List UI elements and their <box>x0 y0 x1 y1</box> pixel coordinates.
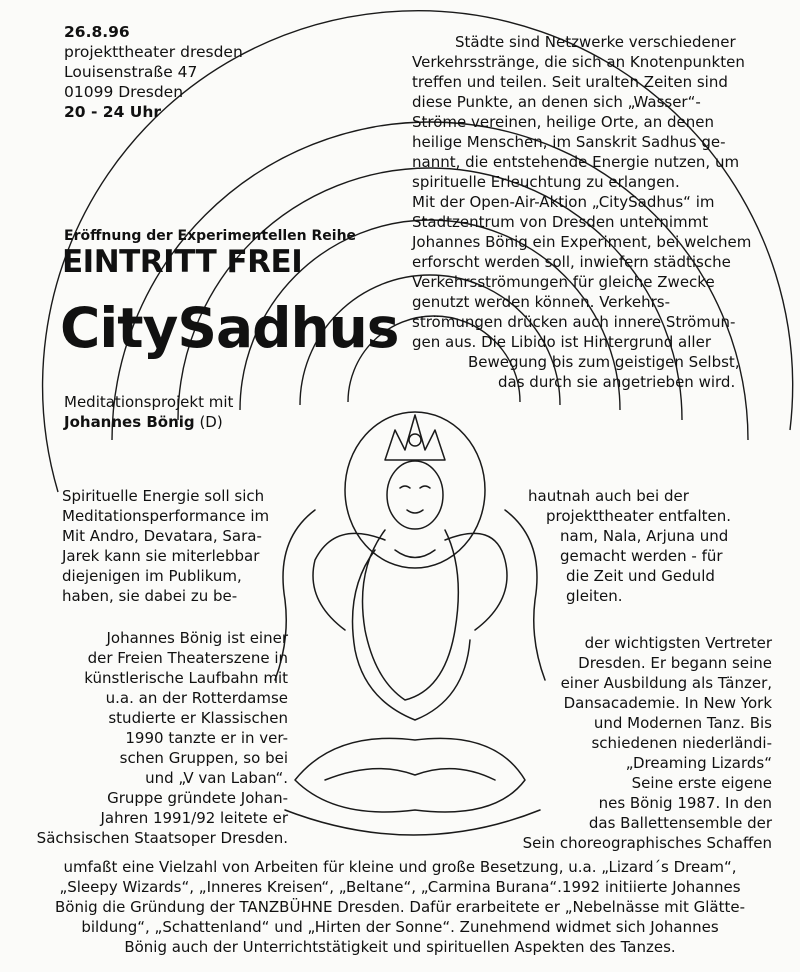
bio-line: „Dreaming Lizards“ <box>625 754 772 772</box>
bio-line: „Sleepy Wizards“, „Inneres Kreisen“, „Beltane“, „Carmina Burana“.1992 initiierte Johannes <box>59 878 741 896</box>
event-street: Louisenstraße 47 <box>64 63 198 81</box>
intro-line: genutzt werden können. Verkehrs- <box>412 293 670 311</box>
bio-line: Jahren 1991/92 leitete er <box>100 809 288 827</box>
bio-line: schen Gruppen, so bei <box>119 749 288 767</box>
perf-line: diejenigen im Publikum, <box>62 567 242 585</box>
bio-line: und „V van Laban“. <box>145 769 288 787</box>
project-subtitle: Meditationsprojekt mit <box>64 393 234 411</box>
bio-text-bottom <box>40 857 760 957</box>
perf-line: nam, Nala, Arjuna und <box>560 527 729 545</box>
bio-line: Sein choreographisches Schaffen <box>522 834 772 852</box>
main-title: CitySadhus <box>60 296 399 360</box>
intro-line: heilige Menschen, im Sanskrit Sadhus ge- <box>412 133 726 151</box>
intro-line: diese Punkte, an denen sich „Wasser“- <box>412 93 701 111</box>
event-venue: projekttheater dresden <box>64 43 243 61</box>
artist-line <box>64 412 223 432</box>
bio-line: das Ballettensemble der <box>588 814 772 832</box>
perf-line: gemacht werden - für <box>560 547 723 565</box>
perf-line: Meditationsperformance im <box>62 507 270 525</box>
bio-line: einer Ausbildung als Tänzer, <box>560 674 772 692</box>
intro-paragraph <box>412 32 752 392</box>
halo-outline <box>345 412 485 568</box>
intro-line: Ströme vereinen, heilige Orte, an denen <box>412 113 714 131</box>
bio-line: studierte er Klassischen <box>108 709 288 727</box>
bio-line: Dresden. Er begann seine <box>578 654 772 672</box>
ornament-necklace <box>395 550 435 558</box>
intro-line: Mit der Open-Air-Aktion „CitySadhus“ im <box>412 193 715 211</box>
bio-line: schiedenen niederländi- <box>591 734 772 752</box>
perf-line: die Zeit und Geduld <box>566 567 715 585</box>
leg-fold <box>325 769 495 780</box>
perf-line: Spirituelle Energie soll sich <box>62 487 265 505</box>
bio-line: künstlerische Laufbahn mit <box>84 669 288 687</box>
lotus-seat <box>285 810 540 835</box>
bio-line: Dansacademie. In New York <box>563 694 772 712</box>
intro-line: nannt, die entstehende Energie nutzen, um <box>412 153 740 171</box>
intro-line: Verkehrsstränge, die sich an Knotenpunkten <box>412 53 745 71</box>
perf-line: haben, sie dabei zu be- <box>62 587 238 605</box>
bio-line: 1990 tanzte er in ver- <box>125 729 288 747</box>
crown-jewel <box>409 434 421 446</box>
face-outline <box>387 461 443 529</box>
intro-line: strömungen drücken auch innere Strömun- <box>412 313 736 331</box>
performance-text-right <box>520 486 740 606</box>
event-time: 20 - 24 Uhr <box>64 103 162 121</box>
perf-line: Jarek kann sie miterlebbar <box>62 547 260 565</box>
intro-line: Bewegung bis zum geistigen Selbst, <box>468 353 740 371</box>
intro-line: Johannes Bönig ein Experiment, bei welchem <box>412 233 752 251</box>
event-info-block <box>64 22 243 122</box>
intro-line: gen aus. Die Libido ist Hintergrund aller <box>412 333 711 351</box>
bio-text-right <box>510 633 772 853</box>
bio-line: Johannes Bönig ist einer <box>106 629 288 647</box>
artist-name: Johannes Bönig <box>64 413 195 431</box>
perf-line: hautnah auch bei der <box>528 487 689 505</box>
legs-outline <box>295 738 525 812</box>
bio-line: bildung“, „Schattenland“ und „Hirten der Sonne“. Zunehmend widmet sich Johannes <box>81 918 719 936</box>
bio-line: Bönig die Gründung der TANZBÜHNE Dresden. Dafür erarbeitete er „Nebelnässe mit Glätte- <box>55 898 745 916</box>
bio-line: der wichtigsten Vertreter <box>584 634 772 652</box>
bio-line: Seine erste eigene <box>631 774 772 792</box>
series-heading: Eröffnung der Experimentellen Reihe <box>64 228 357 244</box>
event-city: 01099 Dresden <box>64 83 184 101</box>
intro-line: erforscht werden soll, inwiefern städtische <box>412 253 731 271</box>
bio-line: u.a. an der Rotterdamse <box>105 689 288 707</box>
intro-line: Stadtzentrum von Dresden unternimmt <box>412 213 709 231</box>
artist-origin: (D) <box>199 413 223 431</box>
arm-right <box>445 533 507 630</box>
performance-text-left <box>62 486 269 606</box>
free-entry-heading: EINTRITT FREI <box>62 244 303 280</box>
perf-line: gleiten. <box>566 587 623 605</box>
intro-line: Städte sind Netzwerke verschiedener <box>455 33 736 51</box>
bio-line: Sächsischen Staatsoper Dresden. <box>36 829 288 847</box>
eyes <box>400 486 430 488</box>
intro-line: spirituelle Erleuchtung zu erlangen. <box>412 173 680 191</box>
bio-line: Gruppe gründete Johan- <box>107 789 288 807</box>
bio-line: der Freien Theaterszene in <box>87 649 288 667</box>
event-date: 26.8.96 <box>64 23 130 41</box>
bio-line: umfaßt eine Vielzahl von Arbeiten für kleine und große Besetzung, u.a. „Lizard´s Dream“, <box>63 858 737 876</box>
bio-line: nes Bönig 1987. In den <box>598 794 772 812</box>
bio-text-left <box>30 628 288 848</box>
bio-line: und Modernen Tanz. Bis <box>593 714 772 732</box>
crown-outline <box>385 415 445 460</box>
mouth <box>407 510 423 513</box>
intro-line: das durch sie angetrieben wird. <box>498 373 736 391</box>
perf-line: projekttheater entfalten. <box>546 507 731 525</box>
bio-line: Bönig auch der Unterrichtstätigkeit und spirituellen Aspekten des Tanzes. <box>124 938 676 956</box>
intro-line: treffen und teilen. Seit uralten Zeiten sind <box>412 73 728 91</box>
intro-line: Verkehrsströmungen für gleiche Zwecke <box>412 273 715 291</box>
perf-line: Mit Andro, Devatara, Sara- <box>62 527 262 545</box>
consort-outline <box>353 550 471 720</box>
